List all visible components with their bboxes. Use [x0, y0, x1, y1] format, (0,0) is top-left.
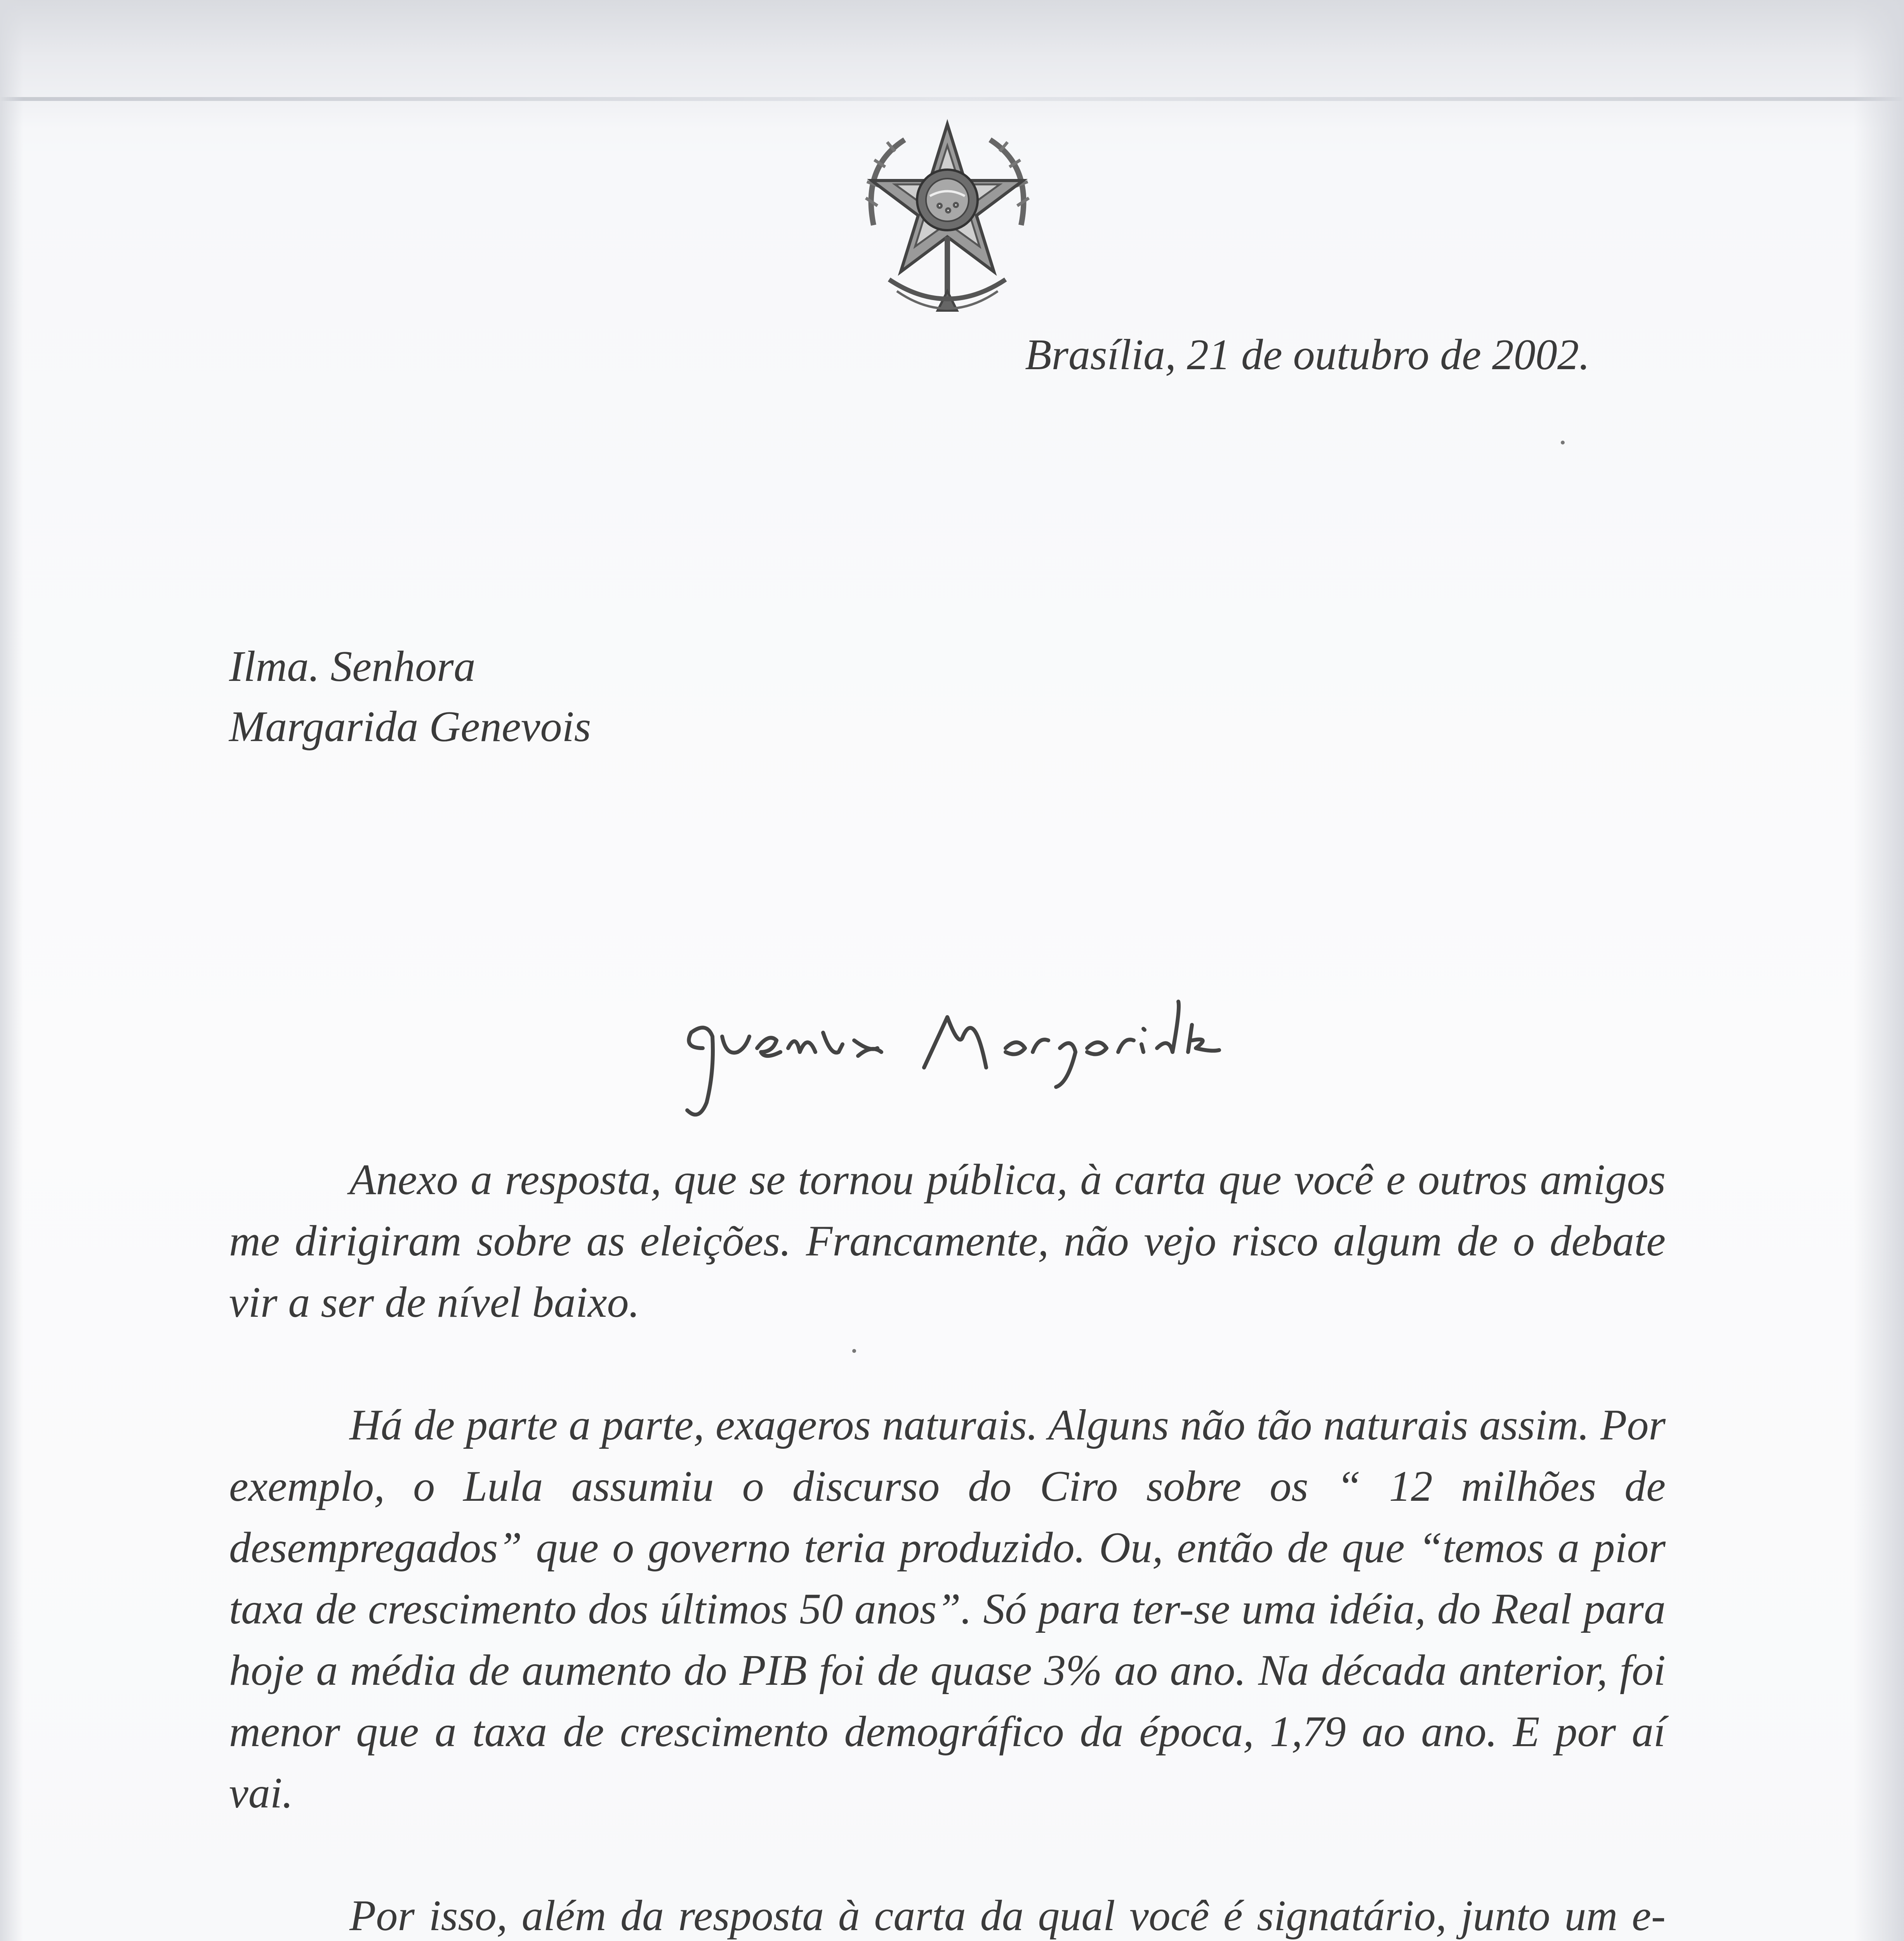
- recipient-address: [229, 637, 591, 757]
- speck: [1561, 441, 1565, 444]
- recipient-title: Ilma. Senhora: [229, 642, 476, 691]
- paragraph-1: Anexo a resposta, que se tornou pública, à carta que você e outros amigos me dirigiram sobre as eleições. Francamente, não vejo risco algum de o debate vir a ser de nível baixo.: [229, 1156, 1666, 1326]
- letter-date: Brasília, 21 de outubro de 2002.: [1025, 331, 1590, 379]
- paper-left-edge: [0, 0, 23, 1941]
- paper-crease: [0, 97, 1904, 101]
- speck: [852, 1349, 856, 1353]
- handwritten-salutation: [676, 994, 1266, 1134]
- coat-of-arms-icon: [846, 109, 1048, 349]
- letter-body: [229, 1149, 1666, 1941]
- paper-right-edge: [1854, 0, 1904, 1941]
- paragraph-2: Há de parte a parte, exageros naturais. Alguns não tão naturais assim. Por exemplo, o Lula assumiu o discurso do Ciro sobre os “ 12 milhões de desempregados” que o governo teria produzido. Ou, então de que “temos a pior taxa de crescimento dos últimos 50 anos”. Só para ter-se uma idéia, do Real para hoje a média de aumento do PIB foi de quase 3% ao ano. Na década anterior, foi menor que a taxa de crescimento demográfico da época, 1,79 ao ano. E por aí vai.: [229, 1401, 1666, 1817]
- recipient-name: Margarida Genevois: [229, 703, 591, 751]
- paragraph-3: Por isso, além da resposta à carta da qual você é signatário, junto um e-: [349, 1892, 1666, 1940]
